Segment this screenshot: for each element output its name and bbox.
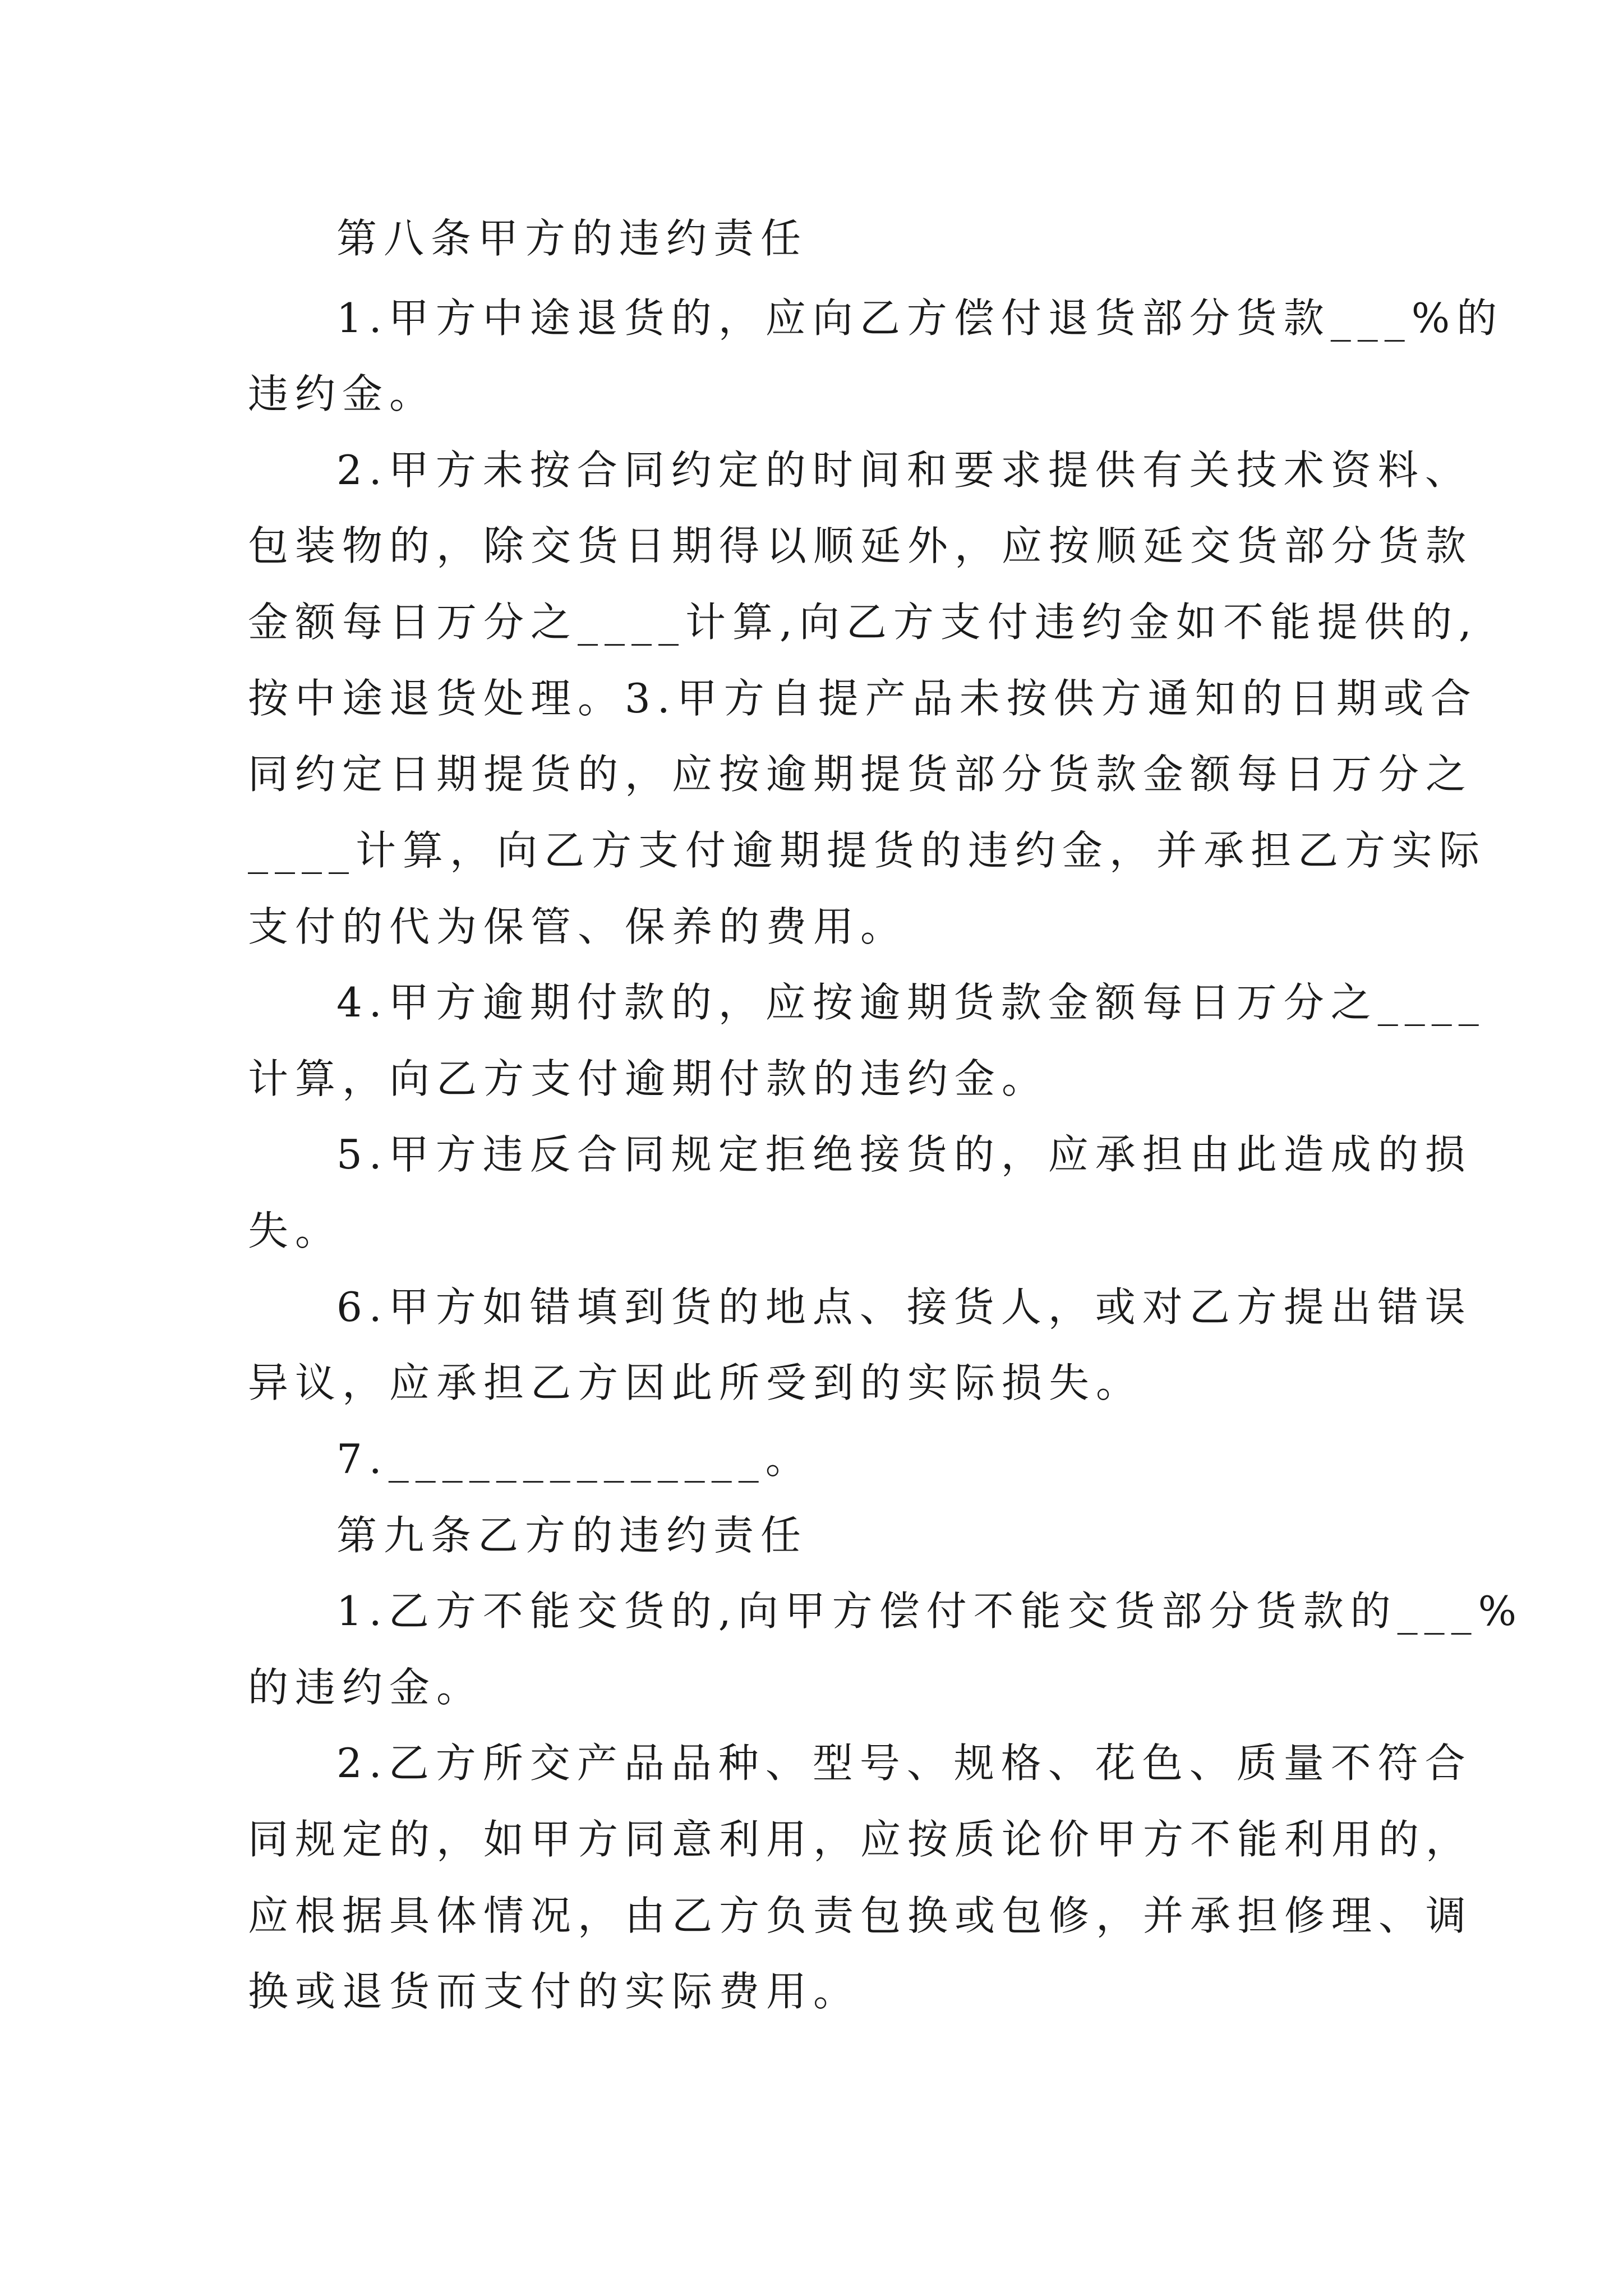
paragraph-line: 2.甲方未按合同约定的时间和要求提供有关技术资料、 — [336, 447, 1472, 494]
paragraph-line: 按中途退货处理。3.甲方自提产品未按供方通知的日期或合 — [248, 675, 1478, 722]
paragraph-line: 1.乙方不能交货的,向甲方偿付不能交货部分货款的___% — [336, 1588, 1523, 1635]
paragraph-line: 支付的代为保管、保养的费用。 — [248, 903, 908, 950]
paragraph-line: 1.甲方中途退货的，应向乙方偿付退货部分货款___%的 — [336, 295, 1504, 342]
paragraph-line: 失。 — [248, 1207, 343, 1254]
paragraph-line: 4.甲方逾期付款的，应按逾期货款金额每日万分之____ — [336, 979, 1486, 1026]
paragraph-line: 应根据具体情况，由乙方负责包换或包修，并承担修理、调 — [248, 1892, 1473, 1939]
paragraph-line: 同约定日期提货的，应按逾期提货部分货款金额每日万分之 — [248, 751, 1473, 798]
paragraph-line: 2.乙方所交产品品种、型号、规格、花色、质量不符合 — [336, 1740, 1472, 1787]
paragraph-line: 6.甲方如错填到货的地点、接货人，或对乙方提出错误 — [336, 1283, 1472, 1331]
paragraph-line: 5.甲方违反合同规定拒绝接货的，应承担由此造成的损 — [336, 1131, 1472, 1178]
paragraph-line: 违约金。 — [248, 370, 437, 417]
paragraph-line: ____计算，向乙方支付逾期提货的违约金，并承担乙方实际 — [248, 827, 1487, 874]
paragraph-line: 包装物的，除交货日期得以顺延外，应按顺延交货部分货款 — [248, 522, 1473, 569]
paragraph-line: 金额每日万分之____计算,向乙方支付违约金如不能提供的, — [248, 599, 1478, 646]
paragraph-line: 换或退货而支付的实际费用。 — [248, 1968, 861, 2015]
paragraph-line: 7.______________。 — [336, 1435, 813, 1483]
article-8-heading: 第八条甲方的违约责任 — [336, 215, 808, 262]
paragraph-line: 的违约金。 — [248, 1664, 484, 1711]
paragraph-line: 同规定的，如甲方同意利用，应按质论价甲方不能利用的， — [248, 1816, 1473, 1863]
article-9-heading: 第九条乙方的违约责任 — [336, 1512, 808, 1559]
paragraph-line: 异议，应承担乙方因此所受到的实际损失。 — [248, 1359, 1144, 1406]
paragraph-line: 计算，向乙方支付逾期付款的违约金。 — [248, 1055, 1049, 1102]
